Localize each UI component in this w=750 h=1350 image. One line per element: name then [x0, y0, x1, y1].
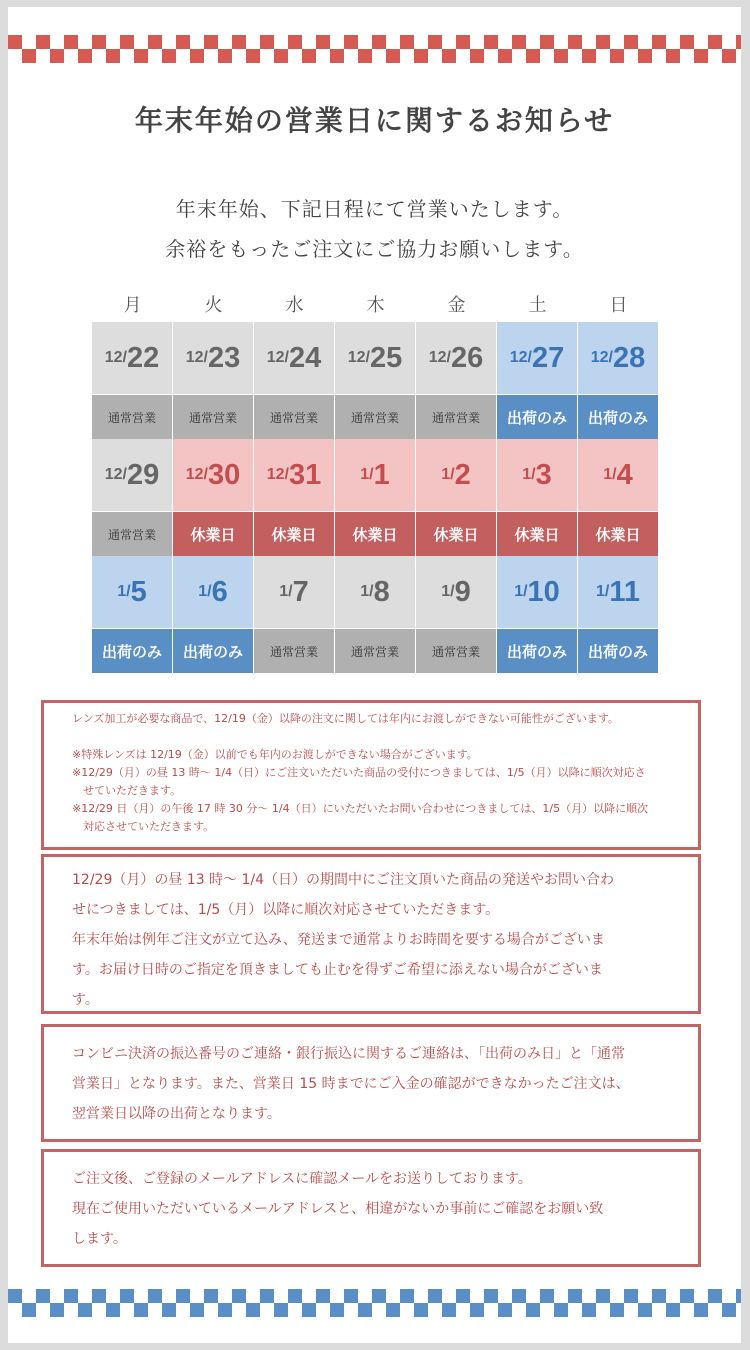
- notice-text: す。お届け日時のご指定を頂きましても止むを得ずご希望に添えない場合がございま: [72, 962, 603, 978]
- date-label: 12/ 29: [92, 439, 172, 511]
- status-badge: 出荷のみ: [173, 629, 253, 673]
- status-badge: 通常営業: [92, 395, 172, 439]
- weekday-tue: 火: [204, 295, 223, 316]
- status-badge: 出荷のみ: [497, 629, 577, 673]
- calendar-day: [173, 556, 253, 673]
- notice-text: せていただきます。: [83, 784, 182, 797]
- notice-card: [8, 7, 741, 1343]
- weekday-header: [92, 291, 659, 315]
- calendar-week-3: [92, 556, 659, 673]
- calendar-week-1: [92, 322, 659, 439]
- notice-text: せにつきましては、1/5（月）以降に順次対応させていただきます。: [72, 902, 500, 918]
- notice-text: 年末年始は例年ご注文が立て込み、発送まで通常よりお時間を要する場合がございま: [72, 932, 605, 948]
- notice-text: ご注文後、ご登録のメールアドレスに確認メールをお送りしております。: [72, 1171, 532, 1187]
- date-label: 12/ 28: [578, 322, 658, 394]
- calendar-day: [578, 322, 658, 439]
- notice-text: 現在ご使用いただいているメールアドレスと、相違がないか事前にご確認をお願い致: [72, 1201, 604, 1217]
- notice-text: 翌営業日以降の出荷となります。: [72, 1106, 281, 1122]
- status-badge: 出荷のみ: [497, 395, 577, 439]
- date-label: 12/ 31: [254, 439, 334, 511]
- weekday-mon: 月: [123, 295, 142, 316]
- notice-text: レンズ加工が必要な商品で、12/19（金）以降の注文に関しては年内にお渡しができない可能性がございます。: [72, 712, 619, 725]
- status-badge: 通常営業: [335, 629, 415, 673]
- calendar-day: [578, 439, 658, 556]
- calendar-day: [254, 556, 334, 673]
- date-label: 1/ 9: [416, 556, 496, 628]
- calendar-day: [173, 322, 253, 439]
- calendar-day: [578, 556, 658, 673]
- date-label: 12/ 27: [497, 322, 577, 394]
- date-label: 12/ 23: [173, 322, 253, 394]
- status-badge: 出荷のみ: [578, 629, 658, 673]
- notice-text: コンビニ決済の振込番号のご連絡・銀行振込に関するご連絡は、「出荷のみ日」と「通常: [72, 1046, 625, 1062]
- calendar-day: [173, 439, 253, 556]
- calendar-day: [92, 439, 172, 556]
- weekday-sat: 土: [528, 295, 547, 316]
- date-label: 1/ 6: [173, 556, 253, 628]
- status-badge: 休業日: [173, 512, 253, 556]
- date-label: 1/ 1: [335, 439, 415, 511]
- status-badge: 通常営業: [416, 629, 496, 673]
- notice-text: 12/29（月）の昼 13 時～ 1/4（日）の期間中にご注文頂いた商品の発送やお問い合わ: [72, 872, 615, 888]
- status-badge: 休業日: [254, 512, 334, 556]
- email-notice-box: [41, 1149, 701, 1267]
- red-checker-border: [8, 35, 741, 63]
- calendar-day: [254, 439, 334, 556]
- status-badge: 休業日: [416, 512, 496, 556]
- calendar-week-2: [92, 439, 659, 556]
- lens-notice-box: [41, 700, 701, 850]
- calendar-day: [254, 322, 334, 439]
- calendar-day: [497, 322, 577, 439]
- status-badge: 通常営業: [335, 395, 415, 439]
- weekday-thu: 木: [366, 295, 385, 316]
- date-label: 1/ 8: [335, 556, 415, 628]
- blue-checker-border: [8, 1289, 741, 1317]
- status-badge: 通常営業: [416, 395, 496, 439]
- notice-text: ※12/29（月）の昼 13 時～ 1/4（日）にご注文いただいた商品の受付につきましては、1/5（月）以降に順次対応さ: [72, 766, 646, 779]
- status-badge: 休業日: [578, 512, 658, 556]
- calendar-day: [92, 556, 172, 673]
- holiday-calendar: [92, 322, 659, 673]
- calendar-day: [497, 439, 577, 556]
- lead-line-2: 余裕をもったご注文にご協力お願いします。: [165, 237, 584, 261]
- date-label: 12/ 22: [92, 322, 172, 394]
- date-label: 1/ 2: [416, 439, 496, 511]
- date-label: 12/ 25: [335, 322, 415, 394]
- weekday-fri: 金: [447, 295, 466, 316]
- calendar-day: [92, 322, 172, 439]
- status-badge: 通常営業: [92, 512, 172, 556]
- calendar-day: [416, 322, 496, 439]
- date-label: 1/ 11: [578, 556, 658, 628]
- calendar-day: [335, 322, 415, 439]
- page-title: 年末年始の営業日に関するお知らせ: [134, 104, 615, 137]
- status-badge: 通常営業: [254, 629, 334, 673]
- status-badge: 通常営業: [254, 395, 334, 439]
- date-label: 1/ 5: [92, 556, 172, 628]
- shipping-notice-box: [41, 854, 701, 1014]
- date-label: 1/ 4: [578, 439, 658, 511]
- calendar-day: [497, 556, 577, 673]
- notice-text: します。: [72, 1231, 127, 1247]
- date-label: 12/ 24: [254, 322, 334, 394]
- calendar-day: [335, 439, 415, 556]
- status-badge: 通常営業: [173, 395, 253, 439]
- date-label: 1/ 7: [254, 556, 334, 628]
- weekday-wed: 水: [285, 295, 304, 316]
- notice-text: ※12/29 日（月）の午後 17 時 30 分～ 1/4（日）にいただいたお問い合わせにつきましては、1/5（月）以降に順次: [72, 802, 649, 815]
- notice-text: 営業日」となります。また、営業日 15 時までにご入金の確認ができなかったご注文は、: [72, 1076, 630, 1092]
- status-badge: 休業日: [335, 512, 415, 556]
- date-label: 12/ 26: [416, 322, 496, 394]
- payment-notice-box: [41, 1024, 701, 1142]
- weekday-sun: 日: [609, 295, 628, 316]
- notice-text: ※特殊レンズは 12/19（金）以前でも年内のお渡しができない場合がございます。: [72, 748, 478, 761]
- status-badge: 出荷のみ: [578, 395, 658, 439]
- date-label: 1/ 3: [497, 439, 577, 511]
- status-badge: 休業日: [497, 512, 577, 556]
- calendar-day: [416, 556, 496, 673]
- calendar-day: [416, 439, 496, 556]
- date-label: 12/ 30: [173, 439, 253, 511]
- lead-line-1: 年末年始、下記日程にて営業いたします。: [175, 197, 574, 221]
- calendar-day: [335, 556, 415, 673]
- notice-text: す。: [72, 992, 99, 1008]
- status-badge: 出荷のみ: [92, 629, 172, 673]
- date-label: 1/ 10: [497, 556, 577, 628]
- notice-text: 対応させていただきます。: [83, 820, 215, 833]
